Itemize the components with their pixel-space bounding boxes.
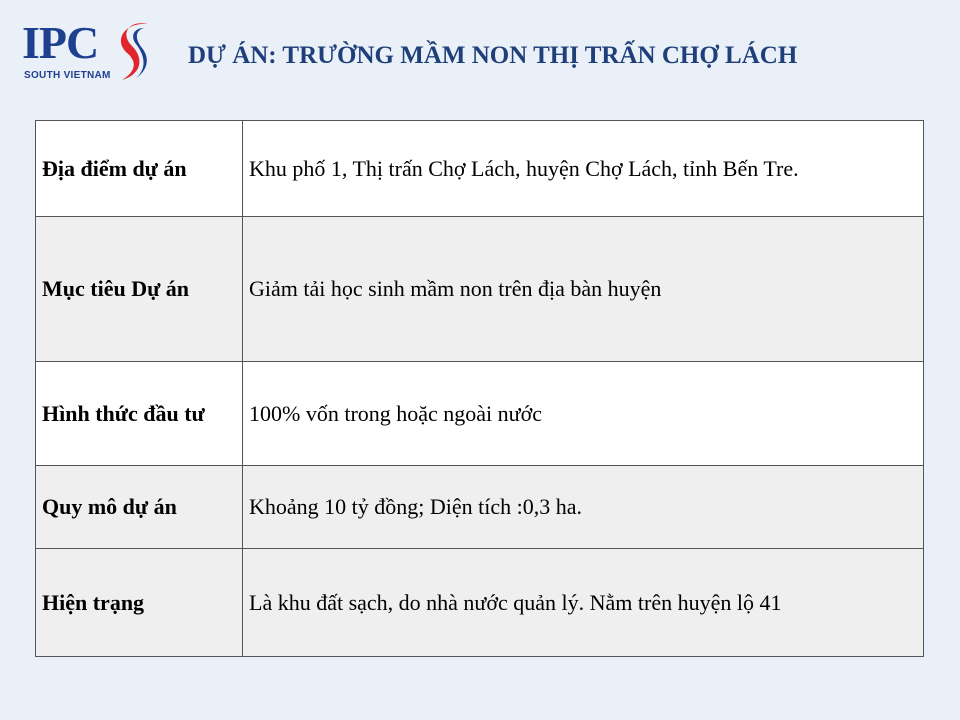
ipc-logo (22, 18, 162, 90)
row-value: Giảm tải học sinh mầm non trên địa bàn huyện (243, 217, 924, 362)
page-title: DỰ ÁN: TRƯỜNG MẦM NON THỊ TRẤN CHỢ LÁCH (188, 42, 798, 69)
row-value: Khoảng 10 tỷ đồng; Diện tích :0,3 ha. (243, 466, 924, 549)
row-value: Là khu đất sạch, do nhà nước quản lý. Nằm trên huyện lộ 41 (243, 549, 924, 657)
logo-subtext: SOUTH VIETNAM (24, 70, 111, 81)
table-row (36, 362, 924, 466)
row-label: Hiện trạng (36, 549, 243, 657)
row-label: Hình thức đầu tư (36, 362, 243, 466)
row-label: Quy mô dự án (36, 466, 243, 549)
row-label: Địa điểm dự án (36, 121, 243, 217)
row-value: 100% vốn trong hoặc ngoài nước (243, 362, 924, 466)
table-row (36, 121, 924, 217)
row-value: Khu phố 1, Thị trấn Chợ Lách, huyện Chợ Lách, tỉnh Bến Tre. (243, 121, 924, 217)
table-row (36, 217, 924, 362)
logo-text: IPC (22, 17, 99, 68)
row-label: Mục tiêu Dự án (36, 217, 243, 362)
project-info-table (35, 120, 924, 657)
table-row (36, 466, 924, 549)
logo-swoosh-icon (114, 18, 154, 84)
table-row (36, 549, 924, 657)
